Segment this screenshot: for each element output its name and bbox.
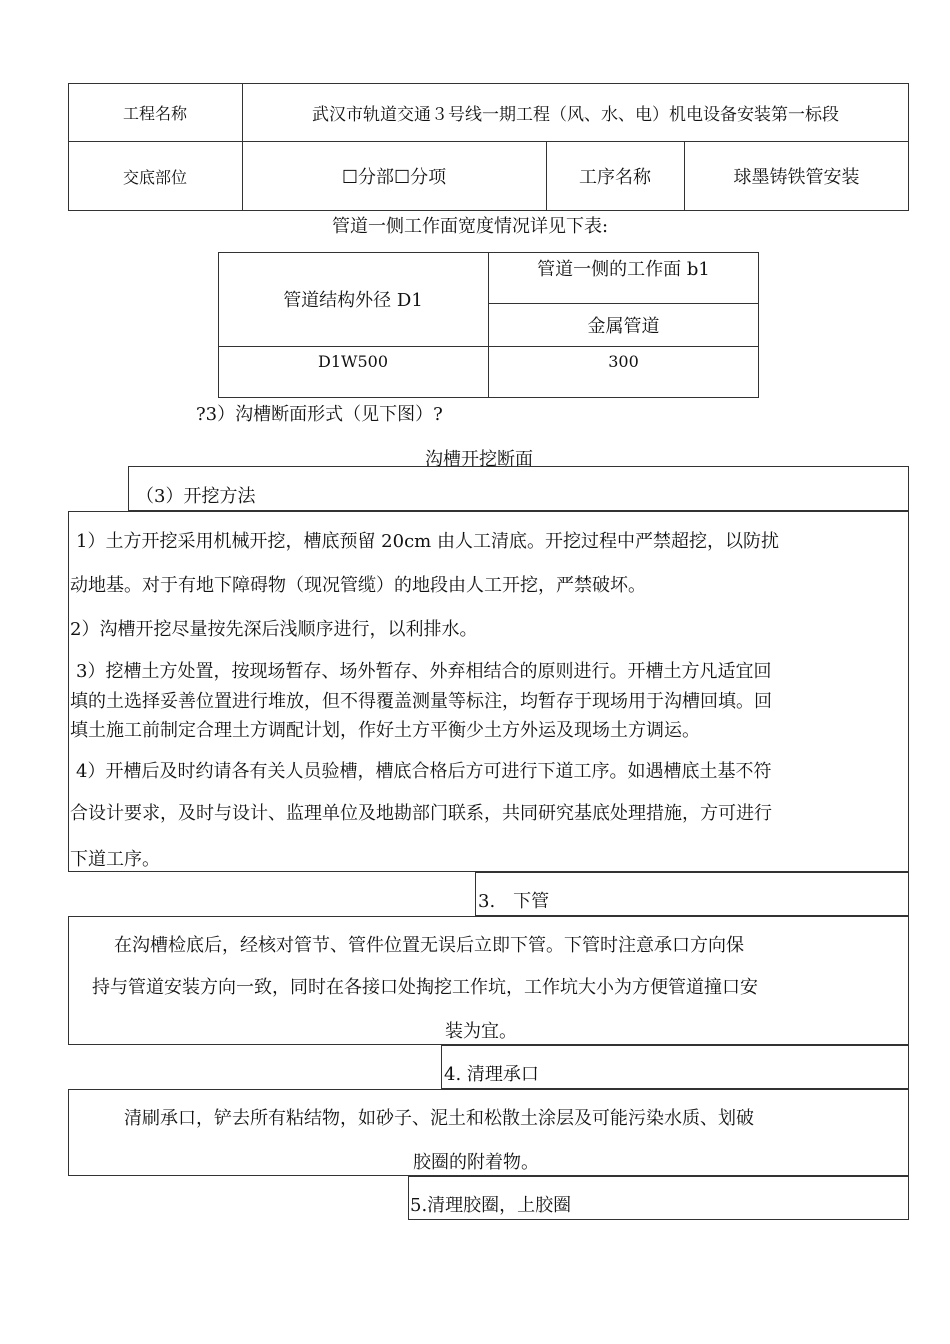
project-value: 武汉市轨道交通３号线一期工程（风、水、电）机电设备安装第一标段 <box>312 104 839 125</box>
clean-ring-heading: 5.清理胶圈，上胶圈 <box>410 1195 572 1216</box>
excavation-line: 填土施工前制定合理土方调配计划，作好土方平衡少土方外运及现场土方调运。 <box>70 720 700 741</box>
lower-pipe-line: 装为宜。 <box>445 1021 517 1042</box>
lower-pipe-heading: 3. 下管 <box>478 891 550 912</box>
excavation-line: 1）土方开挖采用机械开挖，槽底预留 20cm 由人工清底。开挖过程中严禁超挖，以防扰 <box>76 531 779 552</box>
part-value: ☐分部☐分项 <box>341 167 447 188</box>
excavation-line: 3）挖槽土方处置，按现场暂存、场外暂存、外弃相结合的原则进行。开槽土方凡适宜回 <box>76 661 772 682</box>
row-diameter: D1W500 <box>318 352 388 371</box>
excavation-line: 4）开槽后及时约请各有关人员验槽，槽底合格后方可进行下道工序。如遇槽底土基不符 <box>76 761 772 782</box>
excavation-line: 合设计要求，及时与设计、监理单位及地勘部门联系，共同研究基底处理措施，方可进行 <box>70 803 772 824</box>
lower-pipe-line: 持与管道安装方向一致，同时在各接口处掏挖工作坑，工作坑大小为方便管道撞口安 <box>92 977 758 998</box>
col2-header: 管道一侧的工作面 b1 <box>537 259 710 280</box>
process-label: 工序名称 <box>579 167 651 188</box>
lower-pipe-line: 在沟槽检底后，经核对管节、管件位置无误后立即下管。下管时注意承口方向保 <box>114 935 744 956</box>
excavation-line: 动地基。对于有地下障碍物（现况管缆）的地段由人工开挖，严禁破坏。 <box>70 575 646 596</box>
intro-text: 管道一侧工作面宽度情况详见下表: <box>332 216 609 237</box>
figure-caption: 沟槽开挖断面 <box>425 449 533 470</box>
clean-socket-line: 清刷承口，铲去所有粘结物，如砂子、泥土和松散土涂层及可能污染水质、划破 <box>124 1108 754 1129</box>
project-label: 工程名称 <box>122 103 187 123</box>
process-value: 球墨铸铁管安装 <box>733 167 860 188</box>
row-value: 300 <box>608 352 639 371</box>
part-label: 交底部位 <box>122 167 187 187</box>
excavation-line: 2）沟槽开挖尽量按先深后浅顺序进行，以利排水。 <box>70 619 478 640</box>
clean-socket-line: 胶圈的附着物。 <box>413 1152 539 1173</box>
col1-header: 管道结构外径 D1 <box>283 290 423 311</box>
excavation-line: 下道工序。 <box>70 849 160 870</box>
clean-socket-heading: 4. 清理承口 <box>444 1064 539 1085</box>
excavation-heading: （3）开挖方法 <box>136 486 256 507</box>
excavation-line: 填的土选择妥善位置进行堆放，但不得覆盖测量等标注，均暂存于现场用于沟槽回填。回 <box>70 691 772 712</box>
col2-subheader: 金属管道 <box>587 315 660 337</box>
section-form-heading: ?3）沟槽断面形式（见下图）? <box>196 404 443 425</box>
